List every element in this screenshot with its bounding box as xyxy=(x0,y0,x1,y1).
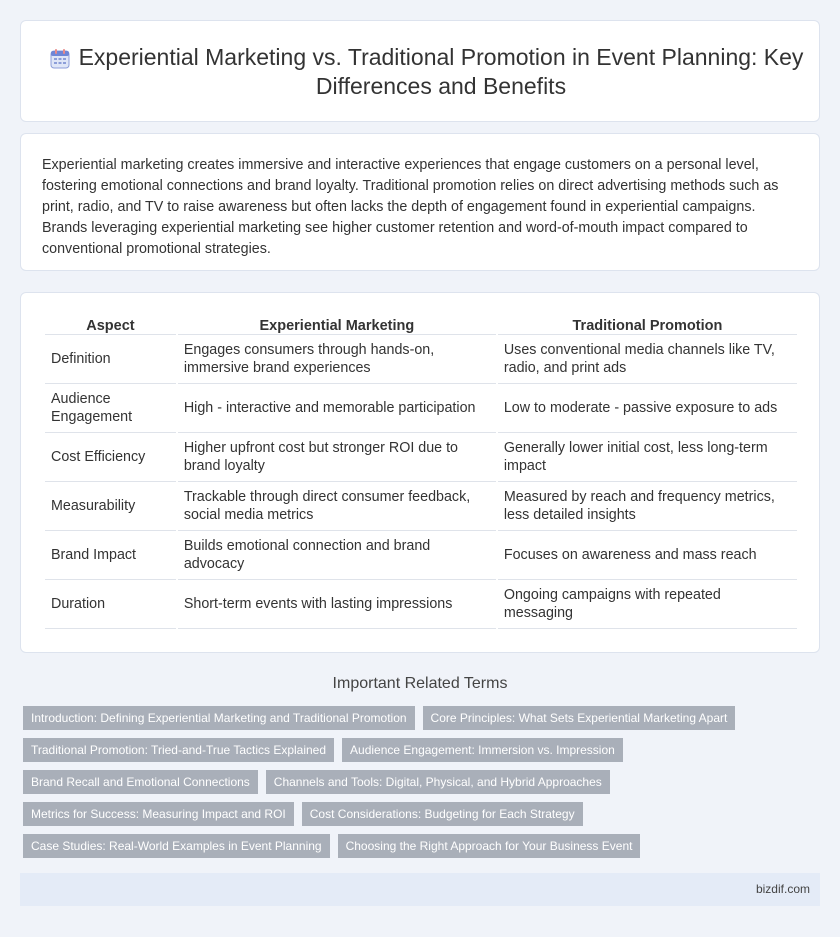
tag-row xyxy=(23,834,823,858)
table-row xyxy=(45,580,797,629)
comparison-card xyxy=(20,292,820,653)
aspect-cell: Audience Engagement xyxy=(45,384,176,433)
related-terms-list xyxy=(23,706,823,866)
table-header-row xyxy=(45,315,797,335)
table-row xyxy=(45,433,797,482)
related-term-tag[interactable]: Case Studies: Real-World Examples in Event Planning xyxy=(23,834,330,858)
tag-row xyxy=(23,770,823,794)
related-terms-title: Important Related Terms xyxy=(332,675,508,692)
column-header-experiential: Experiential Marketing xyxy=(178,315,496,335)
aspect-cell: Brand Impact xyxy=(45,531,176,580)
table-row xyxy=(45,335,797,384)
traditional-cell: Focuses on awareness and mass reach xyxy=(498,531,797,580)
table-row xyxy=(45,531,797,580)
tag-row xyxy=(23,706,823,730)
related-term-tag[interactable]: Audience Engagement: Immersion vs. Impression xyxy=(342,738,623,762)
experiential-cell: Short-term events with lasting impressions xyxy=(178,580,496,629)
related-term-tag[interactable]: Introduction: Defining Experiential Marketing and Traditional Promotion xyxy=(23,706,415,730)
aspect-cell: Cost Efficiency xyxy=(45,433,176,482)
table-row xyxy=(45,482,797,531)
traditional-cell: Uses conventional media channels like TV, radio, and print ads xyxy=(498,335,797,384)
related-term-tag[interactable]: Core Principles: What Sets Experiential Marketing Apart xyxy=(423,706,736,730)
experiential-cell: Engages consumers through hands-on, immersive brand experiences xyxy=(178,335,496,384)
experiential-cell: High - interactive and memorable participation xyxy=(178,384,496,433)
related-term-tag[interactable]: Choosing the Right Approach for Your Business Event xyxy=(338,834,641,858)
traditional-cell: Ongoing campaigns with repeated messaging xyxy=(498,580,797,629)
title-card xyxy=(20,20,820,122)
traditional-cell: Measured by reach and frequency metrics, less detailed insights xyxy=(498,482,797,531)
tag-row xyxy=(23,738,823,762)
aspect-cell: Duration xyxy=(45,580,176,629)
related-term-tag[interactable]: Metrics for Success: Measuring Impact and ROI xyxy=(23,802,294,826)
traditional-cell: Generally lower initial cost, less long-term impact xyxy=(498,433,797,482)
aspect-cell: Definition xyxy=(45,335,176,384)
related-term-tag[interactable]: Traditional Promotion: Tried-and-True Tactics Explained xyxy=(23,738,334,762)
table-row xyxy=(45,384,797,433)
related-term-tag[interactable]: Brand Recall and Emotional Connections xyxy=(23,770,258,794)
tag-row xyxy=(23,802,823,826)
experiential-cell: Higher upfront cost but stronger ROI due to brand loyalty xyxy=(178,433,496,482)
aspect-cell: Measurability xyxy=(45,482,176,531)
comparison-table xyxy=(43,315,799,629)
related-term-tag[interactable]: Cost Considerations: Budgeting for Each Strategy xyxy=(302,802,583,826)
intro-card xyxy=(20,133,820,271)
traditional-cell: Low to moderate - passive exposure to ads xyxy=(498,384,797,433)
column-header-aspect: Aspect xyxy=(45,315,176,335)
related-term-tag[interactable]: Channels and Tools: Digital, Physical, and Hybrid Approaches xyxy=(266,770,610,794)
experiential-cell: Trackable through direct consumer feedback, social media metrics xyxy=(178,482,496,531)
column-header-traditional: Traditional Promotion xyxy=(498,315,797,335)
footer xyxy=(20,873,820,906)
page-title: Experiential Marketing vs. Traditional Promotion in Event Planning: Key Differences and Benefits xyxy=(78,44,804,99)
intro-paragraph: Experiential marketing creates immersive and interactive experiences that engage customers on a personal level, fostering emotional connections and brand loyalty. Traditional promotion relies on direct advertising methods such as print, radio, and TV to raise awareness but often lacks the depth of engagement found in experiential campaigns. Brands leveraging experiential marketing see higher customer retention and word-of-mouth impact compared to conventional promotional strategies. xyxy=(42,157,779,257)
experiential-cell: Builds emotional connection and brand advocacy xyxy=(178,531,496,580)
footer-site-link[interactable]: bizdif.com xyxy=(755,882,810,896)
